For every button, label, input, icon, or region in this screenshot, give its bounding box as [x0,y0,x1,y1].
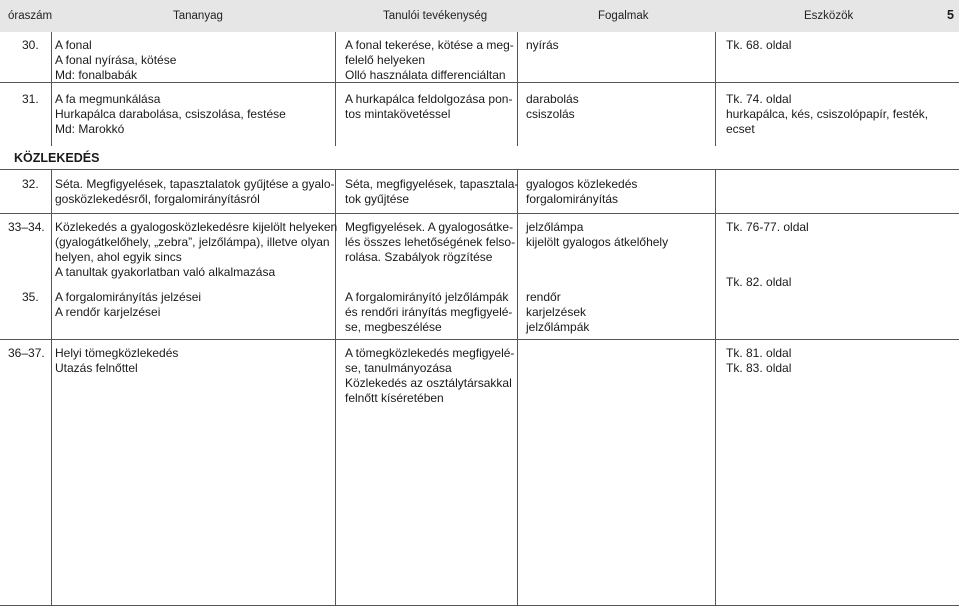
header-tanuloi-tevekenyseg: Tanulói tevékenység [383,10,488,22]
row-divider [0,339,959,340]
tevekenyseg-cell: Megfigyelések. A gyalogosátke- lés összes lehetőségének felso- rolása. Szabályok rögzítése [345,220,516,264]
fogalmak-cell: nyírás [526,38,559,52]
column-divider [51,32,52,146]
row-number: 30. [22,38,39,52]
fogalmak-cell: rendőr karjelzések jelzőlámpák [526,290,590,334]
tananyag-cell: Helyi tömegközlekedés Utazás felnőttel [55,346,179,375]
fogalmak-cell: darabolás csiszolás [526,92,579,121]
eszkozok-cell: Tk. 76-77. oldal [726,220,809,234]
row-number: 31. [22,92,39,106]
table-header [0,0,959,32]
fogalmak-cell: gyalogos közlekedés forgalomirányítás [526,177,638,206]
tevekenyseg-cell: Séta, megfigyelések, tapasztala- tok gyűjtése [345,177,519,206]
fogalmak-cell: jelzőlámpa kijelölt gyalogos átkelőhely [526,220,669,249]
tananyag-cell: A fonal A fonal nyírása, kötése Md: fonalbabák [55,38,177,82]
column-divider [517,32,518,146]
tananyag-cell: Közlekedés a gyalogosközlekedésre kijelölt helyeken (gyalogátkelőhely, „zebra”, jelzőlámpa), illetve olyan helyen, ahol egyik sincs A tanultak gyakorlatban való alkalmazása [55,220,338,279]
column-divider [51,169,52,606]
header-fogalmak: Fogalmak [598,10,649,22]
eszkozok-cell: Tk. 68. oldal [726,38,792,52]
header-tananyag: Tananyag [173,10,223,22]
eszkozok-cell: Tk. 81. oldal Tk. 83. oldal [726,346,792,375]
eszkozok-cell: Tk. 82. oldal [726,275,792,289]
column-divider [715,169,716,606]
tananyag-cell: A fa megmunkálása Hurkapálca darabolása, csiszolása, festése Md: Marokkó [55,92,286,136]
tevekenyseg-cell: A tömegközlekedés megfigyelé- se, tanulmányozása Közlekedés az osztálytársakkal felnőtt kíséretében [345,346,515,405]
section-title: KÖZLEKEDÉS [14,151,100,165]
column-divider [715,32,716,146]
tevekenyseg-cell: A hurkapálca feldolgozása pon- tos mintakövetéssel [345,92,513,121]
row-divider [0,169,959,170]
eszkozok-cell: Tk. 74. oldal hurkapálca, kés, csiszolópapír, festék, ecset [726,92,929,136]
row-number: 33–34. [8,220,45,234]
row-divider [0,213,959,214]
row-number: 36–37. [8,346,45,360]
tevekenyseg-cell: A forgalomirányító jelzőlámpák és rendőri irányítás megfigyelé- se, megbeszélése [345,290,513,334]
header-eszkozok: Eszközök [804,10,854,22]
row-number: 32. [22,177,39,191]
column-divider [517,169,518,606]
tevekenyseg-cell: A fonal tekerése, kötése a meg- felelő helyeken Olló használata differenciáltan [345,38,514,82]
column-divider [335,32,336,146]
tananyag-cell: Séta. Megfigyelések, tapasztalatok gyűjtése a gyalo- gosközlekedésről, forgalomirányításról [55,177,335,206]
row-number: 35. [22,290,39,304]
page-number: 5 [947,8,954,22]
header-oraszam: óraszám [8,10,53,22]
tananyag-cell: A forgalomirányítás jelzései A rendőr karjelzései [55,290,202,319]
